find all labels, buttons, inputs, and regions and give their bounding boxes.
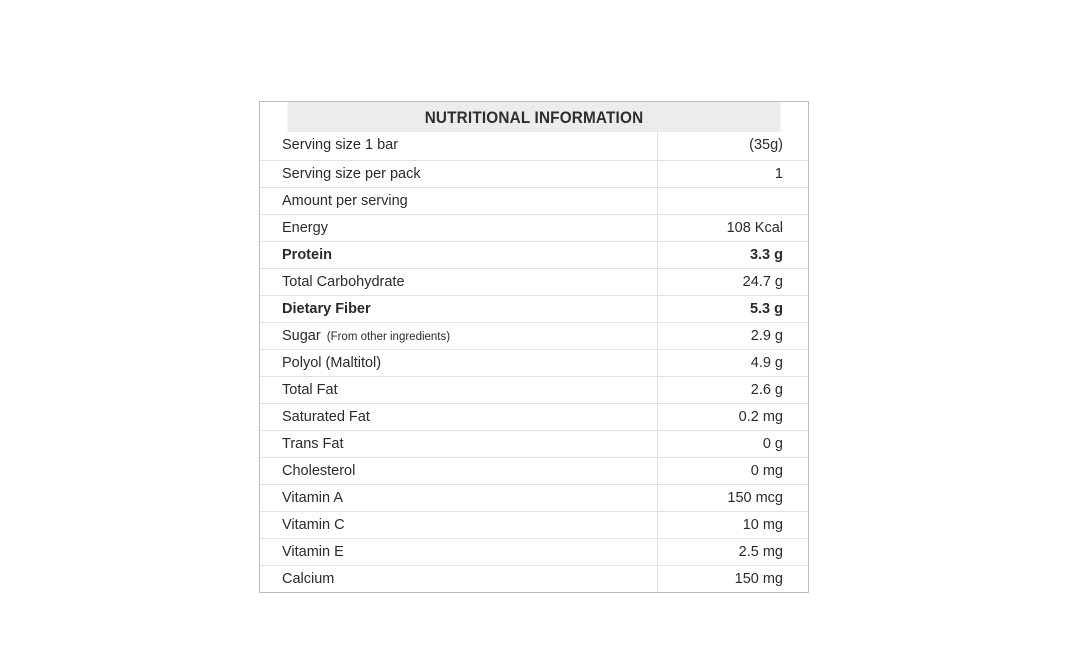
nutrient-name: Saturated Fat <box>282 409 370 425</box>
nutrition-row <box>260 322 808 349</box>
nutrient-name: Protein <box>282 247 332 263</box>
nutrient-label <box>260 512 658 538</box>
nutrient-value: 0 mg <box>750 463 783 479</box>
nutrient-value: 3.3 g <box>749 247 783 263</box>
nutrient-value: 5.3 g <box>749 301 783 317</box>
nutrient-label <box>260 242 658 268</box>
nutrient-name: Dietary Fiber <box>282 301 371 317</box>
nutrition-row <box>260 187 808 214</box>
nutrient-label <box>260 161 658 187</box>
nutrition-row <box>260 457 808 484</box>
nutrient-name: Cholesterol <box>282 463 356 479</box>
nutrient-label <box>260 431 658 457</box>
nutrient-name: Total Fat <box>282 382 338 398</box>
nutrition-row <box>260 295 808 322</box>
nutrient-name: Serving size 1 bar <box>282 137 399 153</box>
table-title: NUTRITIONAL INFORMATION <box>287 102 780 132</box>
nutrient-name: Vitamin A <box>282 490 343 506</box>
nutrient-value: 150 mg <box>734 571 783 587</box>
nutrient-value: 2.9 g <box>750 328 783 344</box>
nutrient-label <box>260 404 658 430</box>
nutrient-value: 2.5 mg <box>738 544 783 560</box>
nutrient-value <box>658 188 808 214</box>
nutrient-label <box>260 215 658 241</box>
nutrient-name: Trans Fat <box>282 436 344 452</box>
nutrition-row <box>260 484 808 511</box>
nutrition-row <box>260 132 808 160</box>
nutrition-row <box>260 376 808 403</box>
nutrient-label <box>260 323 658 349</box>
nutrition-row <box>260 268 808 295</box>
nutrient-name: Total Carbohydrate <box>282 274 405 290</box>
nutrient-value: 0 g <box>762 436 783 452</box>
nutrient-value: 4.9 g <box>750 355 783 371</box>
nutrient-label <box>260 269 658 295</box>
nutrient-label <box>260 132 658 160</box>
nutrient-label <box>260 377 658 403</box>
nutrition-table <box>259 101 809 593</box>
nutrient-name: Vitamin E <box>282 544 344 560</box>
nutrient-label <box>260 350 658 376</box>
nutrition-row <box>260 403 808 430</box>
nutrient-label <box>260 458 658 484</box>
nutrient-label <box>260 485 658 511</box>
nutrient-name: Vitamin C <box>282 517 345 533</box>
nutrient-value: 2.6 g <box>750 382 783 398</box>
nutrient-value: 24.7 g <box>742 274 783 290</box>
nutrient-value: 108 Kcal <box>726 220 783 236</box>
nutrient-value: 0.2 mg <box>738 409 783 425</box>
nutrient-name: Calcium <box>282 571 335 587</box>
nutrient-name: Polyol (Maltitol) <box>282 355 382 371</box>
nutrition-row <box>260 241 808 268</box>
nutrient-name: Serving size per pack <box>282 166 421 182</box>
nutrient-label <box>260 566 658 592</box>
nutrient-name: Energy <box>282 220 328 236</box>
nutrition-rows <box>260 132 808 592</box>
nutrient-note: (From other ingredients) <box>326 331 451 343</box>
nutrient-label <box>260 539 658 565</box>
nutrient-value: 10 mg <box>742 517 783 533</box>
nutrition-row <box>260 349 808 376</box>
nutrient-value: 150 mcg <box>727 490 783 506</box>
nutrition-row <box>260 160 808 187</box>
nutrition-row <box>260 214 808 241</box>
nutrient-name: Amount per serving <box>282 193 408 209</box>
nutrient-value: 1 <box>774 166 783 182</box>
nutrient-label <box>260 188 658 214</box>
nutrient-value: (35g) <box>749 137 783 153</box>
nutrition-row <box>260 511 808 538</box>
nutrient-name: Sugar <box>282 328 321 344</box>
nutrient-label <box>260 296 658 322</box>
nutrition-row <box>260 430 808 457</box>
nutrition-row <box>260 565 808 592</box>
nutrition-row <box>260 538 808 565</box>
